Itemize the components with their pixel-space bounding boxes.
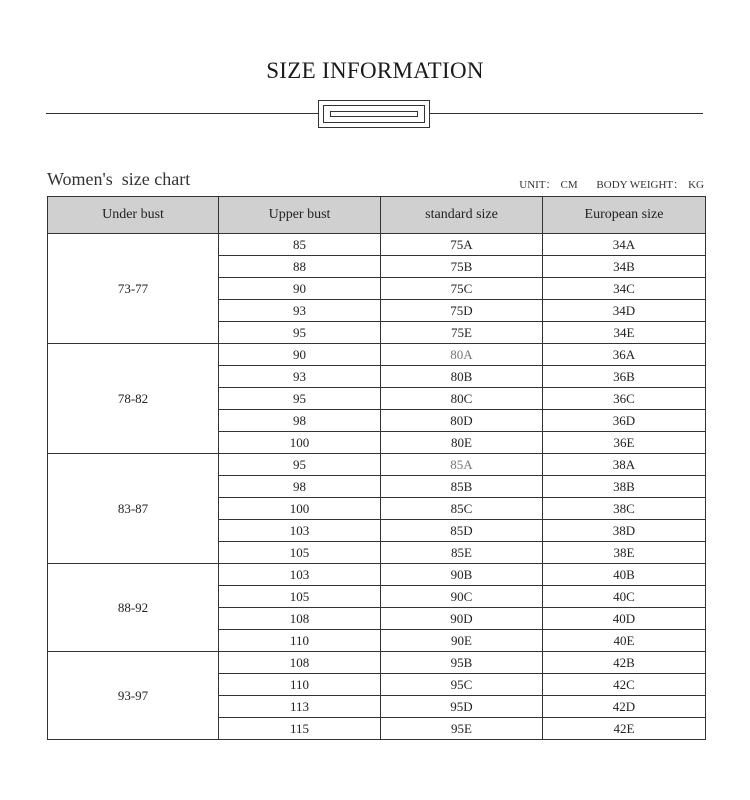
standard-size-cell: 85A [381, 454, 543, 476]
upper-bust-cell: 105 [219, 542, 381, 564]
european-size-cell: 42D [543, 696, 706, 718]
european-size-cell: 34D [543, 300, 706, 322]
upper-bust-cell: 108 [219, 652, 381, 674]
table-row [48, 454, 706, 476]
european-size-cell: 40C [543, 586, 706, 608]
weight-value: KG [688, 179, 704, 191]
upper-bust-cell: 95 [219, 454, 381, 476]
standard-size-cell: 95C [381, 674, 543, 696]
upper-bust-cell: 88 [219, 256, 381, 278]
header-standard-size: standard size [381, 197, 543, 234]
standard-size-cell: 90D [381, 608, 543, 630]
european-size-cell: 38E [543, 542, 706, 564]
upper-bust-cell: 103 [219, 564, 381, 586]
european-size-cell: 34B [543, 256, 706, 278]
standard-size-cell: 95B [381, 652, 543, 674]
standard-size-cell: 90C [381, 586, 543, 608]
divider-ornament-core [330, 111, 418, 117]
standard-size-cell: 95D [381, 696, 543, 718]
european-size-cell: 40D [543, 608, 706, 630]
european-size-cell: 38C [543, 498, 706, 520]
european-size-cell: 36D [543, 410, 706, 432]
standard-size-cell: 90E [381, 630, 543, 652]
upper-bust-cell: 105 [219, 586, 381, 608]
table-header-row [48, 197, 706, 234]
upper-bust-cell: 113 [219, 696, 381, 718]
standard-size-cell: 85E [381, 542, 543, 564]
upper-bust-cell: 93 [219, 300, 381, 322]
chart-subtitle: Women's size chart [47, 169, 191, 189]
standard-size-cell: 75A [381, 234, 543, 256]
page-title: SIZE INFORMATION [266, 58, 484, 83]
table-row [48, 652, 706, 674]
european-size-cell: 34C [543, 278, 706, 300]
european-size-cell: 42E [543, 718, 706, 740]
divider-right [430, 113, 703, 114]
european-size-cell: 42B [543, 652, 706, 674]
european-size-cell: 40B [543, 564, 706, 586]
units-legend [515, 176, 704, 192]
european-size-cell: 40E [543, 630, 706, 652]
standard-size-cell: 75D [381, 300, 543, 322]
under-bust-cell: 93-97 [48, 652, 219, 740]
upper-bust-cell: 115 [219, 718, 381, 740]
weight-label: BODY WEIGHT： [596, 179, 685, 191]
size-chart-table [47, 196, 706, 740]
european-size-cell: 34A [543, 234, 706, 256]
upper-bust-cell: 100 [219, 432, 381, 454]
header-upper-bust: Upper bust [219, 197, 381, 234]
upper-bust-cell: 98 [219, 476, 381, 498]
under-bust-cell: 73-77 [48, 234, 219, 344]
divider-left [46, 113, 318, 114]
table-body [48, 234, 706, 740]
european-size-cell: 38A [543, 454, 706, 476]
upper-bust-cell: 110 [219, 674, 381, 696]
table-row [48, 344, 706, 366]
upper-bust-cell: 85 [219, 234, 381, 256]
european-size-cell: 34E [543, 322, 706, 344]
standard-size-cell: 80D [381, 410, 543, 432]
upper-bust-cell: 90 [219, 278, 381, 300]
european-size-cell: 36C [543, 388, 706, 410]
standard-size-cell: 75E [381, 322, 543, 344]
table-row [48, 234, 706, 256]
european-size-cell: 42C [543, 674, 706, 696]
upper-bust-cell: 90 [219, 344, 381, 366]
unit-label: UNIT： [519, 179, 557, 191]
under-bust-cell: 88-92 [48, 564, 219, 652]
under-bust-cell: 83-87 [48, 454, 219, 564]
standard-size-cell: 85D [381, 520, 543, 542]
standard-size-cell: 80C [381, 388, 543, 410]
upper-bust-cell: 93 [219, 366, 381, 388]
upper-bust-cell: 110 [219, 630, 381, 652]
upper-bust-cell: 100 [219, 498, 381, 520]
upper-bust-cell: 98 [219, 410, 381, 432]
standard-size-cell: 75C [381, 278, 543, 300]
upper-bust-cell: 103 [219, 520, 381, 542]
under-bust-cell: 78-82 [48, 344, 219, 454]
standard-size-cell: 80B [381, 366, 543, 388]
european-size-cell: 38B [543, 476, 706, 498]
divider-ornament [318, 100, 430, 128]
header-under-bust: Under bust [48, 197, 219, 234]
divider-ornament-frame [323, 105, 425, 123]
upper-bust-cell: 108 [219, 608, 381, 630]
standard-size-cell: 80E [381, 432, 543, 454]
standard-size-cell: 90B [381, 564, 543, 586]
european-size-cell: 36E [543, 432, 706, 454]
unit-value: CM [560, 179, 578, 191]
standard-size-cell: 75B [381, 256, 543, 278]
table-row [48, 564, 706, 586]
standard-size-cell: 85C [381, 498, 543, 520]
upper-bust-cell: 95 [219, 322, 381, 344]
european-size-cell: 36A [543, 344, 706, 366]
standard-size-cell: 85B [381, 476, 543, 498]
header-european-size: European size [543, 197, 706, 234]
european-size-cell: 38D [543, 520, 706, 542]
upper-bust-cell: 95 [219, 388, 381, 410]
standard-size-cell: 95E [381, 718, 543, 740]
european-size-cell: 36B [543, 366, 706, 388]
standard-size-cell: 80A [381, 344, 543, 366]
